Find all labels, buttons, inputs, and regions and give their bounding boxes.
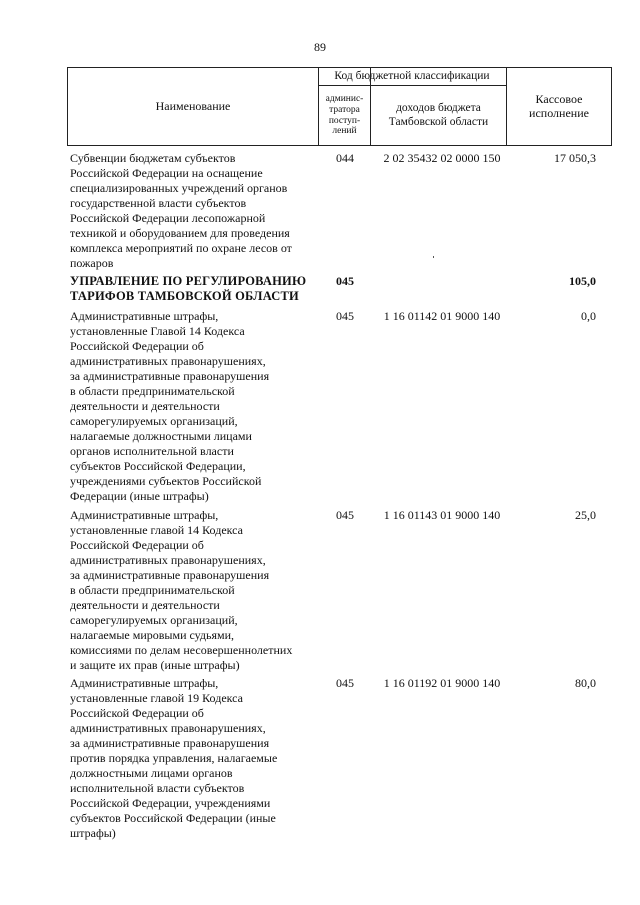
header-execution: Кассовое исполнение [529,91,589,120]
header-revenue: доходов бюджета Тамбовской области [388,102,489,128]
row-revenue-code: 1 16 01192 01 9000 140 [383,676,501,690]
row-name: Административные штрафы, установленные главой 19 Кодекса Российской Федерации об административных правонарушениях, за административные правонарушения против порядка управления, налагаемые должностными лицами органов исполнительной власти субъектов Российской Федерации, учреждениями субъектов Российской Федерации (иные штрафы) [70,676,278,840]
row-amount: 25,0 [575,508,596,522]
row-revenue-code: 2 02 35432 02 0000 150 [383,151,501,165]
header-administrator: админис- тратора поступ- лений [325,93,364,137]
table-header [67,67,612,146]
scan-speck [433,256,434,258]
row-admin-code: 044 [336,151,354,165]
row-admin-code: 045 [336,676,354,690]
row-amount: 80,0 [575,676,596,690]
row-revenue-code: 1 16 01142 01 9000 140 [383,309,501,323]
row-name: Субвенции бюджетам субъектов Российской Федерации на оснащение специализированных учреждений органов государственной власти субъектов Российской Федерации лесопожарной техникой и оборудованием для проведения комплекса мероприятий по охране лесов от пожаров [70,151,292,270]
row-admin-code: 045 [336,508,354,522]
row-amount: 0,0 [581,309,596,323]
row-name: Административные штрафы, установленные главой 14 Кодекса Российской Федерации об административных правонарушениях, за административные правонарушения в области предпринимательской деятельности и деятельности саморегулируемых организаций, налагаемые мировыми судьями, комиссиями по делам несовершеннолетних и защите их прав (иные штрафы) [70,508,293,672]
row-admin-code: 045 [336,274,354,288]
section-title: УПРАВЛЕНИЕ ПО РЕГУЛИРОВАНИЮ ТАРИФОВ ТАМБОВСКОЙ ОБЛАСТИ [70,274,307,303]
row-name: Административные штрафы, установленные Главой 14 Кодекса Российской Федерации об административных правонарушениях, за административные правонарушения в области предпринимательской деятельности и деятельности саморегулируемых организаций, налагаемые должностными лицами органов исполнительной власти субъектов Российской Федерации, учреждениями субъектов Российской Федерации (иные штрафы) [70,309,270,503]
row-revenue-code: 1 16 01143 01 9000 140 [383,508,501,522]
row-amount: 105,0 [569,274,596,288]
row-amount: 17 050,3 [554,151,596,165]
header-name: Наименование [155,98,231,113]
header-budget-code-group: Код бюджетной классификации [334,69,490,82]
row-admin-code: 045 [336,309,354,323]
page-number: 89 [314,40,326,54]
